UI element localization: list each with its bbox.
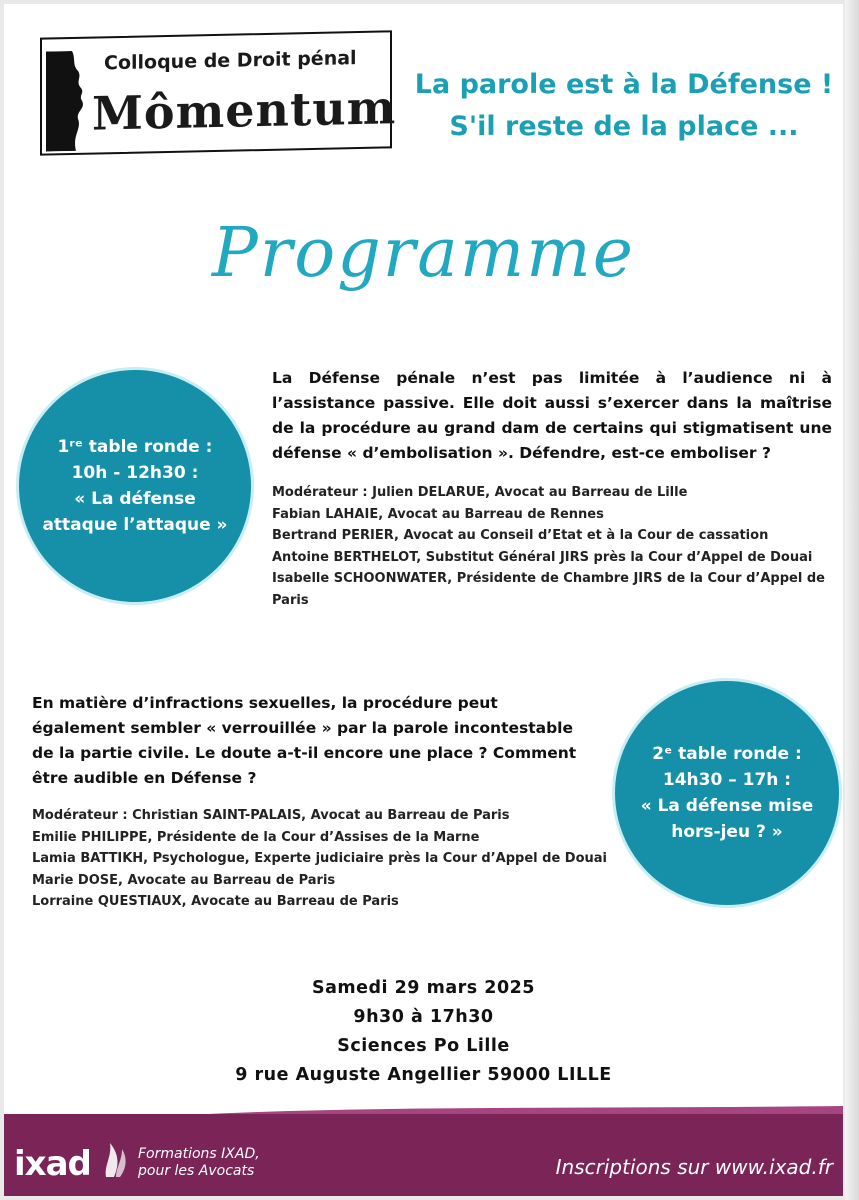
speaker-item: Lorraine QUESTIAUX, Avocate au Barreau de Paris [32,894,399,909]
table2-circle-line2: 14h30 – 17h : [662,770,792,790]
table2-circle-line3: « La défense mise [640,796,814,816]
table-ronde-2-badge [615,681,839,905]
table2-circle-line1: 2ᵉ table ronde : [652,744,802,764]
table1-circle-line2: 10h - 12h30 : [71,463,199,483]
momentum-logo [40,30,397,155]
profile-silhouette-icon [42,51,96,152]
table2-description: En matière d’infractions sexuelles, la procédure peut également sembler « verrouillée » par la parole incontestable de la partie civile. Le doute a-t-il encore une place ? Comment être audible en Défense ? [32,694,577,787]
event-venue: Sciences Po Lille [337,1036,510,1056]
event-hours: 9h30 à 17h30 [353,1007,494,1027]
tagline-line1: La parole est à la Défense ! [414,69,834,100]
logo-subtitle: Colloque de Droit pénal [104,47,357,75]
event-address: 9 rue Auguste Angellier 59000 LILLE [235,1065,612,1085]
speaker-item: Marie DOSE, Avocate au Barreau de Paris [32,872,336,888]
logo-title: Mômentum [92,80,397,141]
speaker-item: Isabelle SCHOONWATER, Présidente de Chambre JIRS de la Cour d’Appel de Paris [272,571,825,608]
table1-circle-line3: « La défense [74,489,196,509]
ixad-tagline-line2: pour les Avocats [138,1163,255,1179]
table2-speakers [32,805,622,913]
event-details [4,974,843,1090]
page-edge [845,0,859,1200]
inscriptions-link[interactable]: Inscriptions sur www.ixad.fr [555,1155,833,1179]
speaker-item: Lamia BATTIKH, Psychologue, Experte judiciaire près la Cour d’Appel de Douai [32,851,607,866]
table1-circle-line4: attaque l’attaque » [42,515,228,535]
tagline-line2: S'il reste de la place ... [449,111,799,142]
speaker-item: Fabian LAHAIE, Avocat au Barreau de Rennes [272,506,604,522]
ixad-logo [14,1139,128,1184]
event-date: Samedi 29 mars 2025 [312,978,535,998]
programme-title: Programme [212,214,635,293]
flyer-page [4,4,843,1196]
ixad-tagline [138,1146,260,1180]
speaker-item: Modérateur : Christian SAINT-PALAIS, Avocat au Barreau de Paris [32,808,510,823]
ixad-flame-icon [102,1139,128,1179]
speaker-item: Modérateur : Julien DELARUE, Avocat au Barreau de Lille [272,485,688,500]
ixad-brand: ixad [14,1144,91,1184]
table1-speakers [272,482,837,611]
tagline [414,64,834,148]
table2-circle-line4: hors-jeu ? » [671,822,783,842]
table-ronde-1-badge [19,370,251,602]
speaker-item: Emilie PHILIPPE, Présidente de la Cour d’Assises de la Marne [32,829,480,845]
speaker-item: Bertrand PERIER, Avocat au Conseil d’Etat et à la Cour de cassation [272,528,769,543]
table1-description: La Défense pénale n’est pas limitée à l’audience ni à l’assistance passive. Elle doit aussi s’exercer dans la maîtrise de la procédure au grand dam de certains qui stigmatisent une défense « d’embolisation ». Défendre, est-ce emboliser ? [272,369,832,462]
ixad-tagline-line1: Formations IXAD, [138,1146,260,1162]
table1-circle-line1: 1ʳᵉ table ronde : [57,437,213,457]
speaker-item: Antoine BERTHELOT, Substitut Général JIRS près la Cour d’Appel de Douai [272,549,813,565]
